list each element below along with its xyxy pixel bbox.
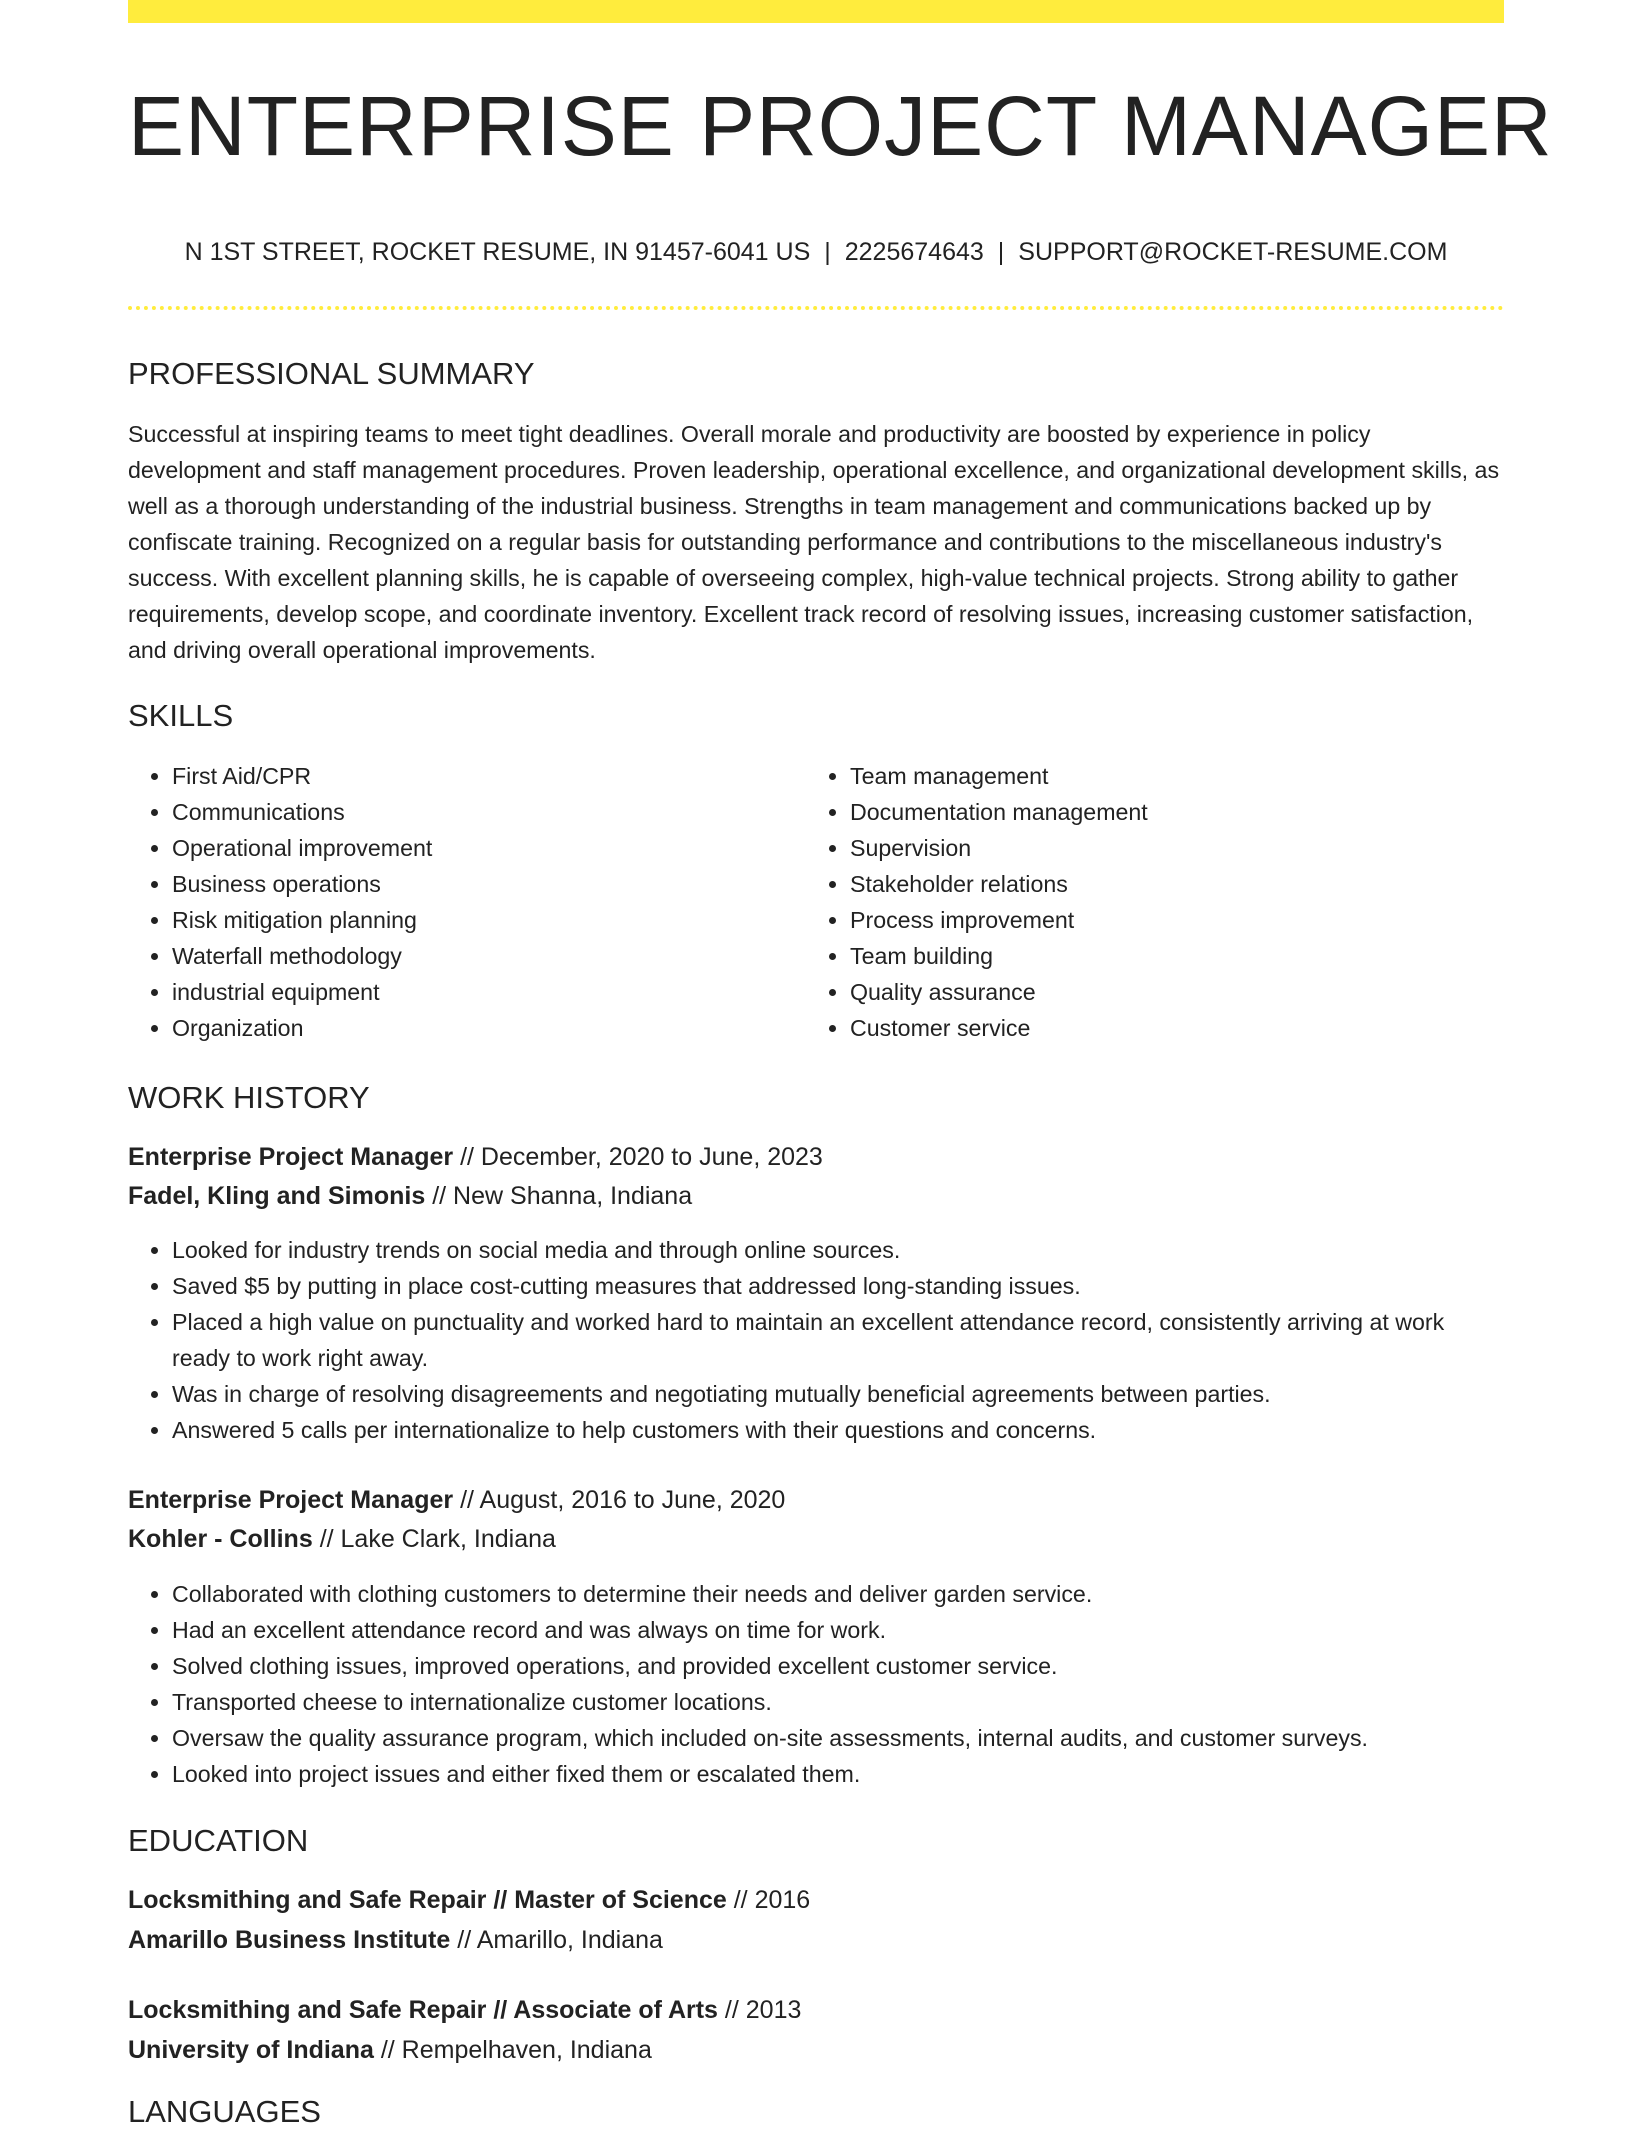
education-school-line [128, 1926, 663, 1955]
contact-email: SUPPORT@ROCKET-RESUME.COM [1018, 238, 1448, 266]
job-dates: // December, 2020 to June, 2023 [460, 1143, 823, 1171]
contact-separator: | [824, 238, 831, 266]
list-item: • Collaborated with clothing customers to determine their needs and deliver garden service. [172, 1576, 1504, 1612]
education-school: University of Indiana [128, 2036, 374, 2064]
job-location: // New Shanna, Indiana [432, 1182, 693, 1210]
work-history-heading: WORK HISTORY [128, 1080, 370, 1115]
list-item: • Was in charge of resolving disagreements and negotiating mutually beneficial agreements between parties. [172, 1376, 1504, 1412]
skill-item: • industrial equipment [172, 974, 806, 1010]
job-company-line [128, 1525, 556, 1554]
skill-item: • Communications [172, 794, 806, 830]
job-role: Enterprise Project Manager [128, 1486, 454, 1514]
skills-column-right [806, 758, 1484, 1046]
summary-heading: PROFESSIONAL SUMMARY [128, 356, 535, 391]
skills-heading: SKILLS [128, 698, 234, 733]
skill-item: • First Aid/CPR [172, 758, 806, 794]
skill-item: • Team building [850, 938, 1484, 974]
skill-item: • Waterfall methodology [172, 938, 806, 974]
contact-line [128, 238, 1504, 267]
list-item: • Looked into project issues and either fixed them or escalated them. [172, 1756, 1504, 1792]
list-item: • Had an excellent attendance record and was always on time for work. [172, 1612, 1504, 1648]
candidate-title: ENTERPRISE PROJECT MANAGER [128, 79, 1553, 173]
job-title-line [128, 1143, 823, 1172]
list-item: • Saved $5 by putting in place cost-cutting measures that addressed long-standing issues. [172, 1268, 1504, 1304]
education-degree-line [128, 1886, 810, 1915]
job-title-line [128, 1486, 785, 1515]
education-location: // Rempelhaven, Indiana [380, 2036, 652, 2064]
skill-item: • Quality assurance [850, 974, 1484, 1010]
summary-text: Successful at inspiring teams to meet tight deadlines. Overall morale and productivity are boosted by experience in policy development and staff management procedures. Proven leadership, operational excellence, and organizational development skills, as well as a thorough understanding of the industrial business. Strengths in team management and communications backed up by confiscate training. Recognized on a regular basis for outstanding performance and contributions to the miscellaneous industry's success. With excellent planning skills, he is capable of overseeing complex, high-value technical projects. Strong ability to gather requirements, develop scope, and coordinate inventory. Excellent track record of resolving issues, increasing customer satisfaction, and driving overall operational improvements. [128, 421, 1500, 663]
skill-item: • Supervision [850, 830, 1484, 866]
education-location: // Amarillo, Indiana [457, 1926, 663, 1954]
list-item: • Transported cheese to internationalize customer locations. [172, 1684, 1504, 1720]
job-company: Fadel, Kling and Simonis [128, 1182, 426, 1210]
education-heading: EDUCATION [128, 1823, 309, 1858]
skill-item: • Customer service [850, 1010, 1484, 1046]
skill-item: • Documentation management [850, 794, 1484, 830]
education-school: Amarillo Business Institute [128, 1926, 451, 1954]
contact-phone: 2225674643 [844, 238, 984, 266]
education-year: // 2016 [733, 1886, 811, 1914]
skill-item: • Stakeholder relations [850, 866, 1484, 902]
job-bullets [128, 1576, 1504, 1792]
list-item: • Placed a high value on punctuality and worked hard to maintain an excellent attendance record, consistently arriving at work ready to work right away. [172, 1304, 1504, 1376]
languages-heading: LANGUAGES [128, 2094, 321, 2129]
education-degree: Locksmithing and Safe Repair // Associate of Arts [128, 1996, 718, 2024]
job-company-line [128, 1182, 692, 1211]
list-item: • Looked for industry trends on social media and through online sources. [172, 1232, 1504, 1268]
job-bullets [128, 1232, 1504, 1448]
skill-item: • Team management [850, 758, 1484, 794]
education-year: // 2013 [724, 1996, 802, 2024]
job-company: Kohler - Collins [128, 1525, 313, 1553]
education-degree-line [128, 1996, 801, 2025]
job-role: Enterprise Project Manager [128, 1143, 454, 1171]
education-degree: Locksmithing and Safe Repair // Master of Science [128, 1886, 727, 1914]
skill-item: • Process improvement [850, 902, 1484, 938]
header-divider [128, 306, 1504, 310]
contact-separator: | [997, 238, 1005, 266]
list-item: • Oversaw the quality assurance program, which included on-site assessments, internal audits, and customer surveys. [172, 1720, 1504, 1756]
education-school-line [128, 2036, 652, 2065]
contact-address: N 1ST STREET, ROCKET RESUME, IN 91457-6041 US [184, 238, 811, 266]
header-accent-bar [128, 0, 1504, 23]
list-item: • Solved clothing issues, improved operations, and provided excellent customer service. [172, 1648, 1504, 1684]
skill-item: • Organization [172, 1010, 806, 1046]
skills-column-left [128, 758, 806, 1046]
job-dates: // August, 2016 to June, 2020 [460, 1486, 786, 1514]
job-location: // Lake Clark, Indiana [319, 1525, 556, 1553]
skill-item: • Business operations [172, 866, 806, 902]
list-item: • Answered 5 calls per internationalize to help customers with their questions and concerns. [172, 1412, 1504, 1448]
skills-list [128, 758, 1504, 1046]
skill-item: • Operational improvement [172, 830, 806, 866]
skill-item: • Risk mitigation planning [172, 902, 806, 938]
